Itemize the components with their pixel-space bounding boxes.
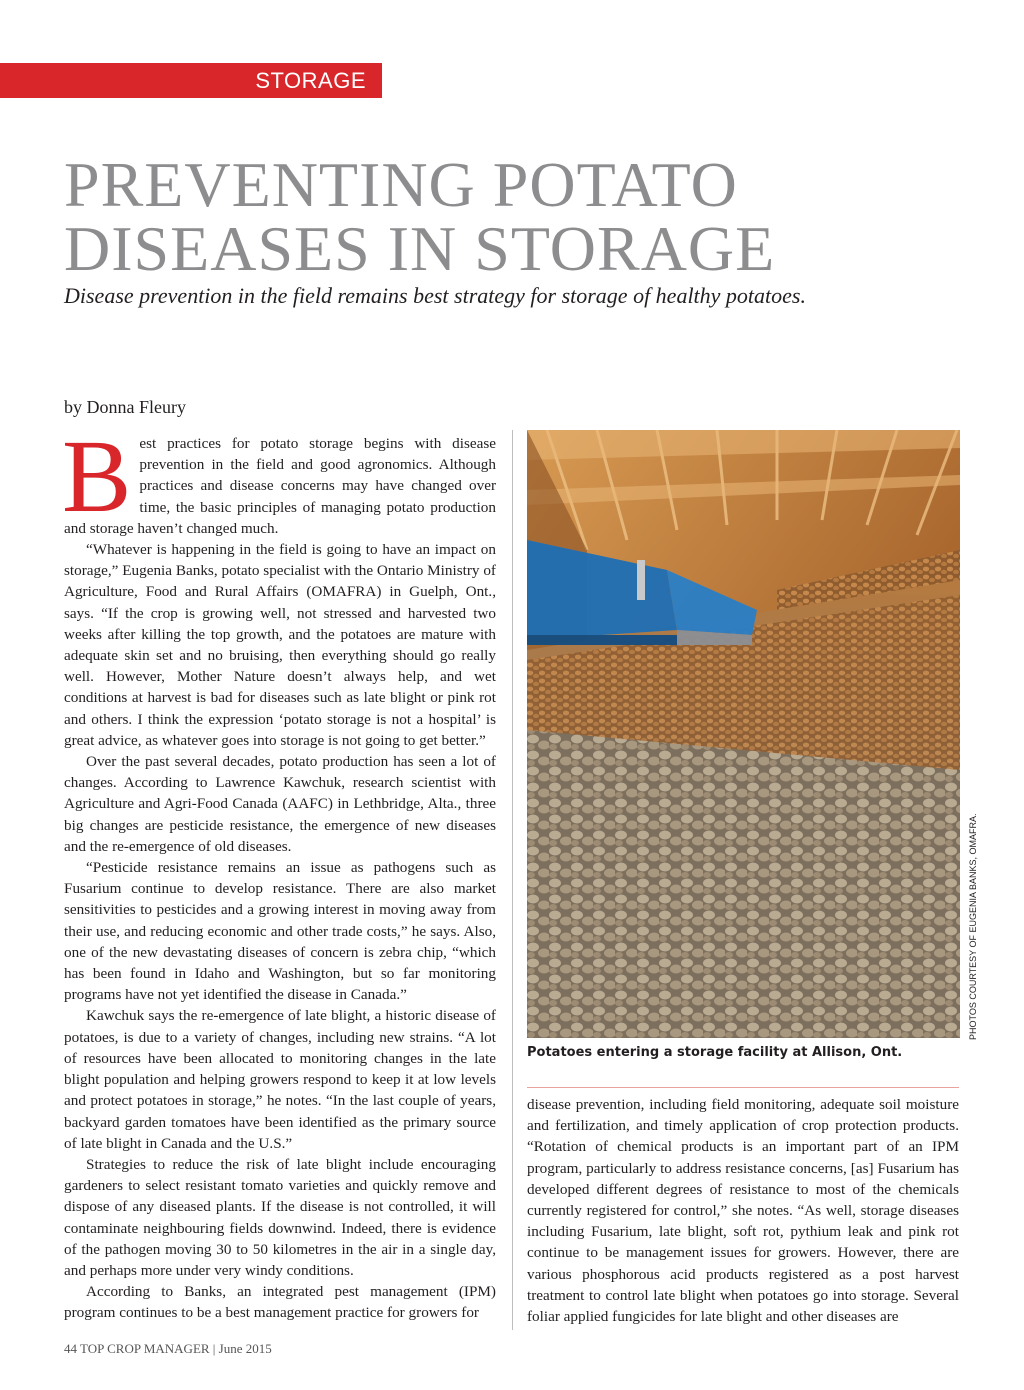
paragraph-3: Over the past several decades, potato production has seen a lot of changes. According to Lawrence Kawchuk, research scientist with Agriculture and Agri-Food Canada (AAFC) in Lethbridge, Alta., three big changes are pesticide resistance, the emergence of new diseases and the re-emergence of old diseases. (64, 753, 496, 855)
caption-divider (527, 1087, 959, 1088)
article-deck: Disease prevention in the field remains best strategy for storage of healthy potatoes. (64, 283, 806, 308)
byline: by Donna Fleury (64, 397, 186, 417)
headline-line-2: DISEASES IN STORAGE (64, 213, 776, 284)
potato-storage-illustration (527, 430, 960, 1038)
storage-photo (527, 430, 960, 1038)
drop-cap: B (62, 419, 132, 534)
paragraph-4: “Pesticide resistance remains an issue as pathogens such as Fusarium continue to develop resistance. There are also market sensitivities to pesticides and a growing interest in moving away from their use, and reducing economic and other trade costs,” he says. Also, one of the new devastating diseases of concern is zebra chip, “which has been found in Idaho and Washington, but so far monitoring programs have not yet identified the disease in Canada.” (64, 859, 496, 1004)
column-divider (512, 430, 513, 1330)
section-label: STORAGE (255, 68, 366, 93)
paragraph-5: Kawchuk says the re-emergence of late blight, a historic disease of potatoes, is due to a variety of changes, including new strains. “A lot of resources have been allocated to monitoring changes in the late blight population and helping growers respond to keep it at low levels and protect potatoes in storage,” he notes. “In the last couple of years, backyard garden tomatoes have been identified as the primary source of late blight in Canada and the U.S.” (64, 1007, 496, 1152)
left-column (62, 419, 496, 1324)
paragraph-2: “Whatever is happening in the field is going to have an impact on storage,” Eugenia Banks, potato specialist with the Ontario Ministry of Agriculture, Food and Rural Affairs (OMAFRA) in Guelph, Ont., says. “If the crop is growing well, not stressed and harvested two weeks after killing the top growth, and the potatoes are mature with adequate skin set and no bruising, then everything should go really well. However, Mother Nature doesn’t always help, and wet conditions at harvest is bad for diseases such as late blight or pink rot and others. I think the expression ‘potato storage is not a hospital’ is great advice, as whatever goes into storage is not going to get better.” (64, 541, 496, 749)
right-column (527, 1094, 959, 1327)
paragraph-1-text: est practices for potato storage begins with disease prevention in the field and good agronomics. Although practices and disease concerns may have changed over time, the basic principles of managing potato production and storage haven’t changed much. (64, 435, 496, 537)
section-banner (0, 63, 382, 98)
page-footer: 44 TOP CROP MANAGER | June 2015 (64, 1341, 272, 1356)
paragraph-6: Strategies to reduce the risk of late blight include encouraging gardeners to select resistant tomato varieties and quickly remove and dispose of any diseased plants. If the disease is not controlled, it will contaminate neighbouring fields downwind. Indeed, there is evidence of the pathogen moving 30 to 50 kilometres in the air in a single day, and perhaps more under very windy conditions. (64, 1155, 496, 1279)
paragraph-1 (62, 419, 496, 539)
paragraph-8: disease prevention, including field monitoring, adequate soil moisture and fertilization, and timely application of crop protection products. “Rotation of chemical products is an important part of an IPM program, particularly to address resistance concerns, [as] Fusarium has developed different degrees of resistance to most of the chemicals currently registered for control,” she notes. “As well, storage diseases including Fusarium, late blight, soft rot, pythium leak and pink rot continue to be management issues for growers. However, there are various phosphorous acid products registered as a post harvest treatment to control late blight when potatoes go into storage. Several foliar applied fungicides for late blight and other diseases are (527, 1096, 959, 1326)
headline-line-1: PREVENTING POTATO (64, 149, 738, 220)
photo-credit: PHOTOS COURTESY OF EUGENIA BANKS, OMAFRA. (968, 813, 978, 1040)
article-headline (64, 149, 776, 284)
paragraph-7: According to Banks, an integrated pest management (IPM) program continues to be a best management practice for growers for (64, 1283, 496, 1322)
photo-caption: Potatoes entering a storage facility at Allison, Ont. (527, 1045, 903, 1060)
